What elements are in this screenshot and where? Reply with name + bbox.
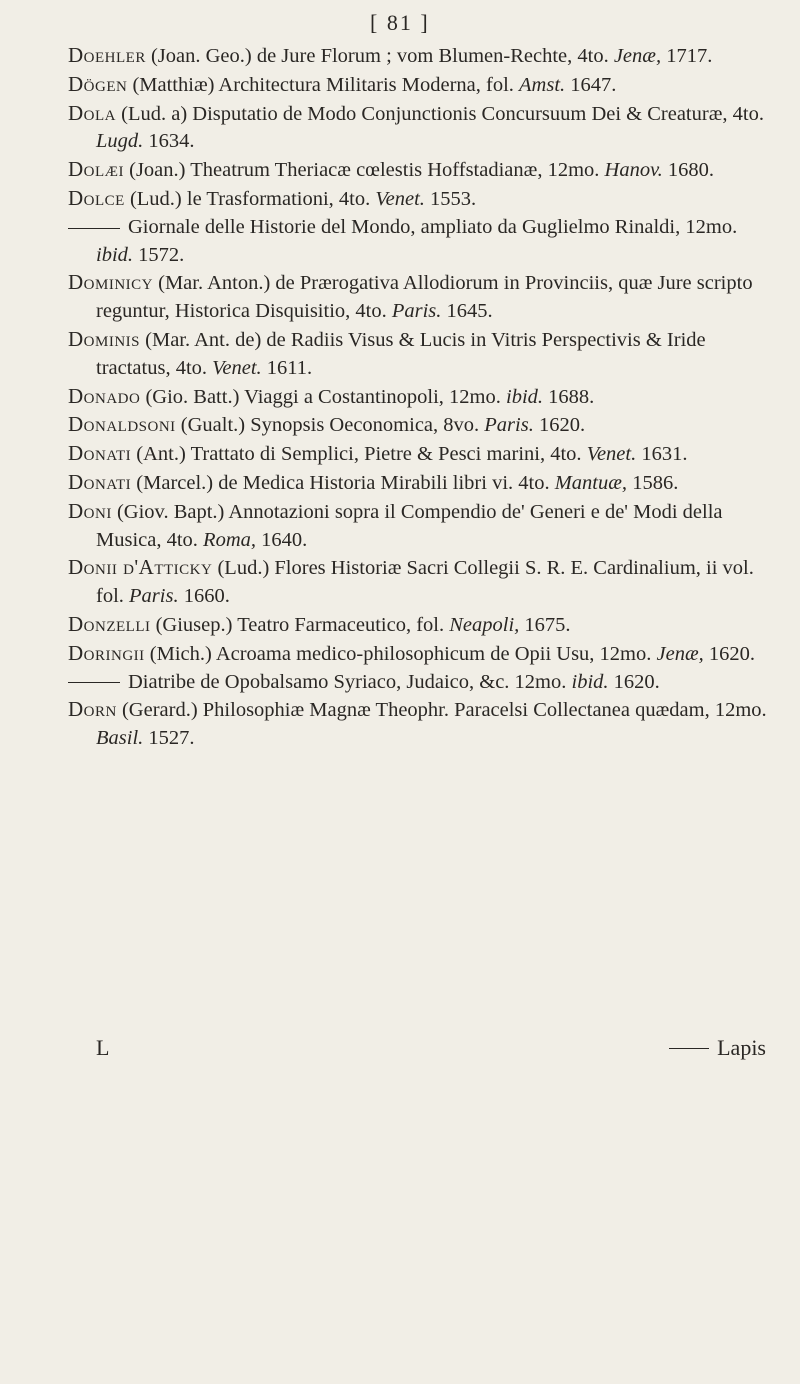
entry-title: (Marcel.) de Medica Historia Mirabili libri vi. 4to. [131, 471, 555, 494]
entry-year: 1645. [441, 300, 493, 323]
entry-year: 1675. [519, 613, 571, 636]
entry-author: Dola [68, 100, 116, 125]
page-footer [96, 1035, 766, 1061]
entry-title: (Mar. Anton.) de Prærogativa Allodiorum in Provinciis, quæ Jure scripto reguntur, Historica Disquisitio, 4to. [96, 272, 753, 323]
catalogue-entry [68, 100, 768, 157]
entry-year: 1640. [256, 528, 308, 551]
catalogue-entry [68, 383, 768, 412]
entry-place: Venet. [586, 443, 637, 466]
catalogue-entry [68, 269, 768, 326]
entry-author: Donati [68, 441, 132, 466]
entry-place: Jenæ, [656, 642, 704, 665]
entry-year: 1611. [261, 356, 313, 379]
entry-author: Donzelli [68, 611, 151, 636]
entry-title: (Joan. Geo.) de Jure Florum ; vom Blumen-Rechte, 4to. [145, 45, 614, 67]
entry-author: Doni [68, 498, 112, 523]
entry-title: (Giusep.) Teatro Farmaceutico, fol. [150, 613, 450, 636]
entry-year: 1527. [143, 727, 195, 750]
entry-place: Amst. [519, 73, 566, 96]
entry-title: (Gio. Batt.) Viaggi a Costantinopoli, 12mo. [140, 385, 506, 408]
entry-place: Venet. [212, 356, 262, 379]
entry-place: ibid. [506, 385, 544, 408]
entry-author: Dögen [68, 71, 128, 96]
catalogue-entry [68, 440, 768, 469]
entry-title: (Giov. Bapt.) Annotazioni sopra il Compendio de' Generi e de' Modi della Musica, 4to. [96, 500, 723, 551]
entry-author: Donado [68, 383, 141, 408]
entry-title: (Lud.) Flores Historiæ Sacri Collegii S. R. E. Cardinalium, ii vol. fol. [96, 557, 754, 608]
catalogue-entry [68, 214, 768, 270]
entry-title: Diatribe de Opobalsamo Syriaco, Judaico, &c. 12mo. [128, 670, 572, 693]
entry-year: 1717. [661, 45, 713, 67]
entry-author: Dominis [68, 326, 141, 351]
catalogue-entry [68, 554, 768, 611]
entry-place: Venet. [375, 187, 425, 210]
entry-title: (Mar. Ant. de) de Radiis Visus & Lucis in Vitris Perspectivis & Iride tractatus, 4to. [96, 328, 706, 379]
entry-year: 1688. [543, 385, 595, 408]
entry-title: (Gerard.) Philosophiæ Magnæ Theophr. Paracelsi Collectanea quædam, 12mo. [116, 699, 767, 722]
entry-author: Dolæi [68, 157, 124, 182]
catalogue-entry [68, 326, 768, 383]
entry-year: 1620. [703, 642, 755, 665]
page-number: [ 81 ] [370, 10, 430, 35]
entry-place: Basil. [96, 727, 144, 750]
entry-author: Donati [68, 469, 132, 494]
catalogue-entry [68, 156, 768, 185]
catalogue-entry [68, 469, 768, 498]
entry-year: 1631. [636, 443, 688, 466]
entry-year: 1660. [178, 585, 230, 608]
catalogue-entry [68, 669, 768, 697]
entry-author: Doehler [68, 43, 146, 67]
catalogue-entry [68, 42, 768, 71]
entry-year: 1553. [424, 187, 477, 210]
entry-place: Neapoli, [449, 613, 520, 636]
entry-list [68, 42, 768, 753]
entry-title: (Ant.) Trattato di Semplici, Pietre & Pesci marini, 4to. [131, 443, 587, 466]
entry-title: (Matthiæ) Architectura Militaris Moderna, fol. [127, 73, 520, 96]
catalogue-entry [68, 640, 768, 669]
entry-year: 1680. [662, 159, 715, 182]
entry-place: Hanov. [604, 159, 663, 182]
entry-year: 1634. [143, 130, 195, 153]
entry-title: (Gualt.) Synopsis Oeconomica, 8vo. [175, 414, 485, 437]
entry-author: Dolce [68, 185, 125, 210]
entry-place: Mantuæ, [554, 471, 628, 494]
entry-place: Paris. [484, 414, 534, 437]
entry-place: Lugd. [96, 130, 144, 153]
catalogue-entry [68, 411, 768, 440]
entry-place: Roma, [203, 528, 256, 551]
entry-year: 1620. [533, 414, 586, 437]
entry-title: Giornale delle Historie del Mondo, ampliato da Guglielmo Rinaldi, 12mo. [128, 215, 738, 238]
catchword: Lapis [717, 1035, 766, 1060]
entry-author: Doringii [68, 640, 145, 665]
entry-year: 1586. [627, 471, 679, 494]
entry-title: (Lud. a) Disputatio de Modo Conjunctionis Concursuum Dei & Creaturæ, 4to. [116, 102, 764, 125]
entry-year: 1647. [565, 73, 617, 96]
entry-title: (Joan.) Theatrum Theriacæ cœlestis Hoffstadianæ, 12mo. [124, 159, 605, 182]
entry-year: 1620. [608, 670, 660, 693]
catalogue-entry [68, 611, 768, 640]
entry-author: Donaldsoni [68, 412, 176, 437]
entry-place: Paris. [391, 300, 442, 323]
catchword-group [669, 1035, 766, 1061]
catalogue-entry [68, 71, 768, 100]
entry-place: Paris. [129, 585, 179, 608]
entry-year: 1572. [133, 243, 185, 266]
entry-author: Dominicy [68, 270, 153, 295]
entry-author: Donii d'Atticky [68, 555, 213, 580]
entry-place: ibid. [96, 243, 134, 266]
ditto-dash [68, 228, 120, 229]
catalogue-entry [68, 696, 768, 753]
entry-place: ibid. [571, 670, 609, 693]
entry-place: Jenæ, [613, 45, 662, 67]
catalogue-entry [68, 185, 768, 214]
catalogue-entry [68, 498, 768, 555]
ditto-dash [68, 682, 120, 683]
signature-mark: L [96, 1035, 110, 1060]
entry-title: (Mich.) Acroama medico-philosophicum de Opii Usu, 12mo. [144, 642, 657, 665]
entry-title: (Lud.) le Trasformationi, 4to. [124, 187, 376, 210]
catchword-dash [669, 1048, 709, 1049]
entry-author: Dorn [68, 697, 117, 722]
